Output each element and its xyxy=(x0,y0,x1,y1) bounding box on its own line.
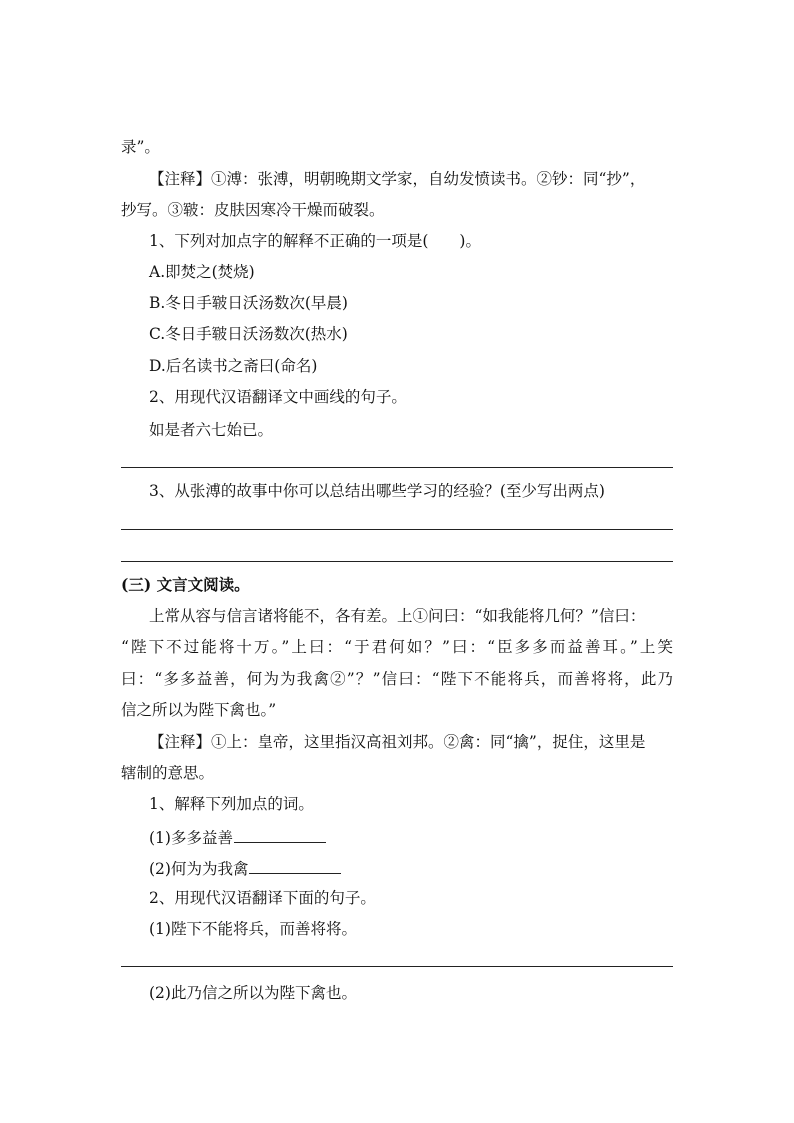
annotation-line: 【注释】①上：皇帝，这里指汉高祖刘邦。②禽：同“擒”，捉住，这里是 xyxy=(149,733,646,751)
translate-sentence: (2)此乃信之所以为陛下禽也。 xyxy=(149,984,357,1002)
fill-item-label: (1)多多益善 xyxy=(149,829,233,847)
option-a: A.即焚之(焚烧) xyxy=(149,263,255,281)
answer-line[interactable] xyxy=(121,966,673,967)
question-2-stem: 2、用现代汉语翻译文中画线的句子。 xyxy=(149,388,407,406)
question-2-stem: 2、用现代汉语翻译下面的句子。 xyxy=(149,889,376,907)
option-d: D.后名读书之斋曰(命名) xyxy=(149,357,318,375)
passage-line: 上常从容与信言诸将能不，各有差。上①问曰：“如我能将几何？”信曰： xyxy=(149,607,646,625)
annotation-line: 【注释】①溥：张溥，明朝晚期文学家，自幼发愤读书。②钞：同“抄”， xyxy=(149,170,646,188)
fill-blank[interactable] xyxy=(234,826,326,843)
question-1-stem: 1、下列对加点字的解释不正确的一项是( )。 xyxy=(149,232,481,250)
answer-line[interactable] xyxy=(121,561,673,562)
annotation-line: 辖制的意思。 xyxy=(121,764,215,782)
fill-blank[interactable] xyxy=(249,857,341,874)
passage-end: 录”。 xyxy=(121,138,160,156)
fill-item xyxy=(149,826,709,848)
translate-sentence: (1)陛下不能将兵，而善将将。 xyxy=(149,920,357,938)
option-b: B.冬日手皲日沃汤数次(早晨) xyxy=(149,294,348,312)
answer-line[interactable] xyxy=(121,467,673,468)
question-1-stem: 1、解释下列加点的词。 xyxy=(149,795,314,813)
section-heading: (三) 文言文阅读。 xyxy=(121,575,250,594)
passage-line: 信之所以为陛下禽也。” xyxy=(121,701,277,719)
question-3-stem: 3、从张溥的故事中你可以总结出哪些学习的经验？(至少写出两点) xyxy=(149,482,605,500)
option-c: C.冬日手皲日沃汤数次(热水) xyxy=(149,325,348,343)
annotation-line: 抄写。③皲：皮肤因寒冷干燥而破裂。 xyxy=(121,201,385,219)
translate-sentence: 如是者六七始已。 xyxy=(149,421,274,439)
passage-line: “陛下不过能将十万。”上曰：“于君何如？”曰：“臣多多而益善耳。”上笑 xyxy=(121,638,673,656)
fill-item-label: (2)何为为我禽 xyxy=(149,860,249,878)
passage-line: 曰：“多多益善，何为为我禽②”？”信曰：“陛下不能将兵，而善将将，此乃 xyxy=(121,670,673,688)
answer-line[interactable] xyxy=(121,529,673,530)
fill-item xyxy=(149,857,709,879)
